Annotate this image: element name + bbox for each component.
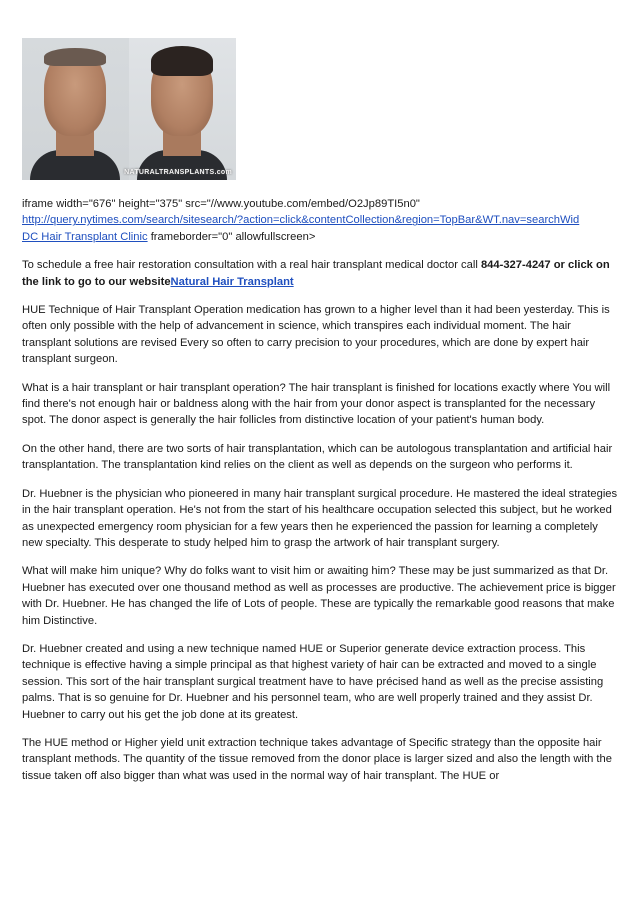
nytimes-link[interactable]: http://query.nytimes.com/search/sitesearch/?action=click&contentCollection&region=TopBar&WT.nav=searchWid bbox=[22, 214, 580, 227]
body-paragraph: What is a hair transplant or hair transplant operation? The hair transplant is finished for locations exactly where You will find there's not enough hair or baldness along with the hair from your donor aspect is transplanted for the necessary spot. The donor aspect is generally the hair follicles from distinctive location of your patient's human body. bbox=[22, 381, 611, 427]
embed-code-paragraph bbox=[22, 196, 620, 245]
body-paragraph: What will make him unique? Why do folks want to visit him or awaiting him? These may be just summarized as that Dr. Huebner has executed over one thousand method as well as processes are productive. The achievement price is bigger with Dr. Huebner. He has changed the life of Lots of people. These are typically the remarkable good reasons that make him Distinctive. bbox=[22, 565, 616, 627]
hair-shape bbox=[44, 48, 106, 66]
body-paragraph: The HUE method or Higher yield unit extraction technique takes advantage of Specific strategy than the opposite hair transplant methods. The quantity of the tissue removed from the donor place is larger sized and also the length with the tissue taken off also bigger than what was used in the normal way of hair transplant. The HUE or bbox=[22, 736, 612, 782]
embed-code-line: iframe width="676" height="375" src="//www.youtube.com/embed/O2Jp89TI5n0" bbox=[22, 198, 420, 210]
after-photo bbox=[129, 38, 236, 180]
body-paragraph: HUE Technique of Hair Transplant Operation medication has grown to a higher level than it had been yesterday. This is often only possible with the help of advancement in science, which transpires each individual moment. The hair transplant solutions are revised Every so often to carry precision to your procedures, which are done by expert hair transplant surgeon. bbox=[22, 304, 610, 366]
body-paragraph: Dr. Huebner is the physician who pioneered in many hair transplant surgical procedure. He mastered the ideal strategies in the hair transplant operation. He's not from the start of his healthcare occupation selected this subject, but he worked as unexpected emergency room physician for a few years then he experienced the passion for learning a completely new specialty. This desperate to study helped him to grasp the artwork of hair transplant surgery. bbox=[22, 487, 618, 549]
embed-code-tail: frameborder="0" allowfullscreen> bbox=[147, 230, 316, 243]
hair-shape bbox=[151, 46, 213, 76]
document-page bbox=[22, 38, 620, 796]
photo-watermark: NATURALTRANSPLANTS.com bbox=[124, 169, 232, 176]
before-after-photo bbox=[22, 38, 236, 180]
before-photo bbox=[22, 38, 129, 180]
body-paragraph: On the other hand, there are two sorts of hair transplantation, which can be autologous transplantation and artificial hair transplantation. The transplantation kind relies on the client as well as depends on the surgeon who performs it. bbox=[22, 442, 613, 472]
natural-hair-transplant-link[interactable]: Natural Hair Transplant bbox=[170, 275, 294, 288]
cta-lead: To schedule a free hair restoration consultation with a real hair transplant medical doctor call bbox=[22, 259, 481, 272]
cta-paragraph bbox=[22, 257, 620, 290]
body-paragraph: Dr. Huebner created and using a new technique named HUE or Superior generate device extraction process. This technique is effective having a simple principal as that highest variety of hair can be extracted and moved to a single session. This sort of the hair transplant surgical treatment have to have précised hand as well as the precise assisting palms. That is so genuine for Dr. Huebner and his personnel team, who are well properly trained and they assist Dr. Huebner to carry out his get the job done at its greatest. bbox=[22, 642, 604, 721]
cta-phone: 844-327-4247 or click on the link to go to our website bbox=[22, 259, 610, 288]
dc-clinic-link[interactable]: DC Hair Transplant Clinic bbox=[22, 230, 148, 243]
